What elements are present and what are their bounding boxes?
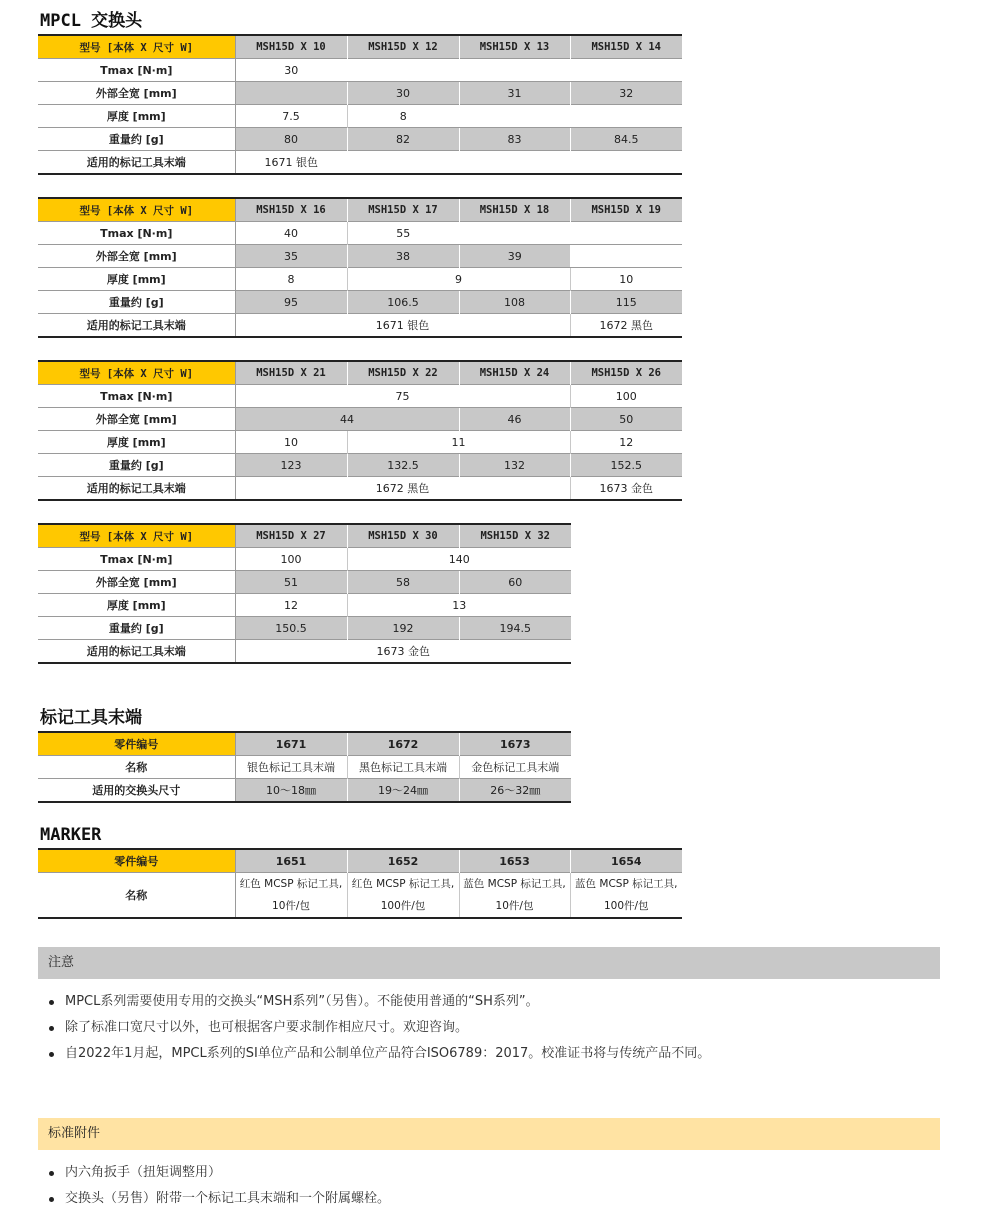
notice-list <box>38 989 958 1067</box>
tmax-cell: 40 <box>235 222 347 245</box>
row-label-width: 外部全宽 [mm] <box>38 571 235 594</box>
thickness-cell: 12 <box>235 594 347 617</box>
table-row <box>38 59 682 82</box>
width-cell: 39 <box>459 245 570 268</box>
weight-cell: 95 <box>235 291 347 314</box>
table-row <box>38 268 682 291</box>
table-row <box>38 222 682 245</box>
row-label-model: 型号 [本体 X 尺寸 W] <box>38 198 235 222</box>
model-cell: MSH15D X 22 <box>347 361 459 385</box>
table-row <box>38 477 682 501</box>
list-item: 交换头（另售）附带一个标记工具末端和一个附属螺栓。 <box>38 1186 958 1212</box>
size-cell: 19～24㎜ <box>347 779 459 803</box>
tip-cell: 1672 黑色 <box>235 477 570 501</box>
thickness-cell: 8 <box>235 268 347 291</box>
list-item: MPCL系列需要使用专用的交换头“MSH系列”（另售）。不能使用普通的“SH系列”。 <box>38 989 958 1015</box>
model-cell: MSH15D X 13 <box>459 35 570 59</box>
table-row <box>38 408 682 431</box>
accessories-list <box>38 1160 958 1212</box>
table-row <box>38 640 571 664</box>
pack-line: 10件/包 <box>495 900 534 912</box>
table-row <box>38 617 571 640</box>
weight-cell: 194.5 <box>459 617 571 640</box>
list-item: 除了标准口宽尺寸以外，也可根据客户要求制作相应尺寸。欢迎咨询。 <box>38 1015 958 1041</box>
name-cell: 黑色标记工具末端 <box>347 756 459 779</box>
name-cell: 金色标记工具末端 <box>459 756 571 779</box>
table-row <box>38 128 682 151</box>
row-label-weight: 重量约 [g] <box>38 128 235 151</box>
name-cell <box>235 873 347 919</box>
thickness-cell: 11 <box>347 431 570 454</box>
thickness-cell: 10 <box>235 431 347 454</box>
tmax-cell: 140 <box>347 548 571 571</box>
row-label-tmax: Tmax [N·m] <box>38 385 235 408</box>
tip-cell: 1671 银色 <box>235 314 570 338</box>
table-row <box>38 314 682 338</box>
model-cell: MSH15D X 27 <box>235 524 347 548</box>
table-row <box>38 245 682 268</box>
accessories-header: 标准附件 <box>38 1118 940 1150</box>
table-row <box>38 151 682 175</box>
name-cell: 银色标记工具末端 <box>235 756 347 779</box>
table-row <box>38 82 682 105</box>
row-label-model: 型号 [本体 X 尺寸 W] <box>38 361 235 385</box>
row-label-size: 适用的交换头尺寸 <box>38 779 235 803</box>
table-row <box>38 571 571 594</box>
width-cell: 35 <box>235 245 347 268</box>
row-label-weight: 重量约 [g] <box>38 617 235 640</box>
model-cell: MSH15D X 19 <box>570 198 682 222</box>
part-no-cell: 1672 <box>347 732 459 756</box>
list-item: 内六角扳手（扭矩调整用） <box>38 1160 958 1186</box>
row-label-tmax: Tmax [N·m] <box>38 59 235 82</box>
width-cell <box>570 245 682 268</box>
name-line: 蓝色 MCSP 标记工具, <box>463 878 566 890</box>
width-cell: 60 <box>459 571 571 594</box>
row-label-name: 名称 <box>38 873 235 919</box>
width-cell: 58 <box>347 571 459 594</box>
spec-table-4 <box>38 523 571 664</box>
tmax-cell: 100 <box>570 385 682 408</box>
row-label-thickness: 厚度 [mm] <box>38 105 235 128</box>
model-cell: MSH15D X 14 <box>570 35 682 59</box>
thickness-cell: 12 <box>570 431 682 454</box>
model-cell: MSH15D X 10 <box>235 35 347 59</box>
table-row <box>38 873 682 919</box>
weight-cell: 150.5 <box>235 617 347 640</box>
part-no-cell: 1671 <box>235 732 347 756</box>
row-label-width: 外部全宽 [mm] <box>38 82 235 105</box>
part-no-cell: 1653 <box>459 849 570 873</box>
row-label-tip: 适用的标记工具末端 <box>38 151 235 175</box>
weight-cell: 115 <box>570 291 682 314</box>
table-row <box>38 454 682 477</box>
size-cell: 10～18㎜ <box>235 779 347 803</box>
tmax-cell: 55 <box>347 222 459 245</box>
width-cell <box>235 82 347 105</box>
pack-line: 100件/包 <box>380 900 426 912</box>
weight-cell: 152.5 <box>570 454 682 477</box>
tip-cell: 1672 黑色 <box>570 314 682 338</box>
table-row <box>38 431 682 454</box>
table-row <box>38 198 682 222</box>
weight-cell: 80 <box>235 128 347 151</box>
table-row <box>38 105 682 128</box>
name-line: 红色 MCSP 标记工具, <box>351 878 455 890</box>
thickness-cell: 9 <box>347 268 570 291</box>
name-cell <box>570 873 682 919</box>
tmax-cell: 30 <box>235 59 347 82</box>
weight-cell: 192 <box>347 617 459 640</box>
table-row <box>38 548 571 571</box>
width-cell: 30 <box>347 82 459 105</box>
table-row <box>38 35 682 59</box>
row-label-part-no: 零件编号 <box>38 849 235 873</box>
marker-tip-table <box>38 731 571 803</box>
row-label-tip: 适用的标记工具末端 <box>38 477 235 501</box>
tmax-cell: 75 <box>235 385 570 408</box>
table-row <box>38 291 682 314</box>
tip-cell: 1673 金色 <box>235 640 571 664</box>
spec-table-2 <box>38 197 682 338</box>
thickness-cell: 8 <box>347 105 459 128</box>
list-item: 自2022年1月起，MPCL系列的SI单位产品和公制单位产品符合ISO6789：2017。校准证书将与传统产品不同。 <box>38 1041 958 1067</box>
part-no-cell: 1673 <box>459 732 571 756</box>
row-label-tip: 适用的标记工具末端 <box>38 314 235 338</box>
name-line: 蓝色 MCSP 标记工具, <box>575 878 678 890</box>
row-label-name: 名称 <box>38 756 235 779</box>
model-cell: MSH15D X 12 <box>347 35 459 59</box>
weight-cell: 123 <box>235 454 347 477</box>
pack-line: 100件/包 <box>603 900 649 912</box>
tmax-cell: 100 <box>235 548 347 571</box>
section-title-marker-tips: 标记工具末端 <box>40 708 142 728</box>
width-cell: 50 <box>570 408 682 431</box>
table-row <box>38 361 682 385</box>
thickness-cell: 13 <box>347 594 571 617</box>
spec-table-1 <box>38 34 682 175</box>
model-cell: MSH15D X 30 <box>347 524 459 548</box>
width-cell: 31 <box>459 82 570 105</box>
model-cell: MSH15D X 24 <box>459 361 570 385</box>
weight-cell: 106.5 <box>347 291 459 314</box>
row-label-tmax: Tmax [N·m] <box>38 222 235 245</box>
pack-line: 10件/包 <box>272 900 310 912</box>
table-row <box>38 732 571 756</box>
weight-cell: 83 <box>459 128 570 151</box>
model-cell: MSH15D X 17 <box>347 198 459 222</box>
row-label-thickness: 厚度 [mm] <box>38 431 235 454</box>
section-title-marker: MARKER <box>40 825 102 845</box>
width-cell: 46 <box>459 408 570 431</box>
row-label-tip: 适用的标记工具末端 <box>38 640 235 664</box>
part-no-cell: 1654 <box>570 849 682 873</box>
row-label-model: 型号 [本体 X 尺寸 W] <box>38 35 235 59</box>
tip-cell: 1671 银色 <box>235 151 347 175</box>
size-cell: 26～32㎜ <box>459 779 571 803</box>
model-cell: MSH15D X 32 <box>459 524 571 548</box>
marker-table <box>38 848 682 919</box>
weight-cell: 82 <box>347 128 459 151</box>
width-cell: 32 <box>570 82 682 105</box>
row-label-width: 外部全宽 [mm] <box>38 408 235 431</box>
notice-header: 注意 <box>38 947 940 979</box>
row-label-thickness: 厚度 [mm] <box>38 268 235 291</box>
row-label-width: 外部全宽 [mm] <box>38 245 235 268</box>
weight-cell: 84.5 <box>570 128 682 151</box>
weight-cell: 132.5 <box>347 454 459 477</box>
row-label-weight: 重量约 [g] <box>38 454 235 477</box>
model-cell: MSH15D X 21 <box>235 361 347 385</box>
width-cell: 51 <box>235 571 347 594</box>
tip-cell: 1673 金色 <box>570 477 682 501</box>
part-no-cell: 1652 <box>347 849 459 873</box>
row-label-thickness: 厚度 [mm] <box>38 594 235 617</box>
table-row <box>38 524 571 548</box>
weight-cell: 108 <box>459 291 570 314</box>
name-line: 红色 MCSP 标记工具, <box>239 878 343 890</box>
width-cell: 44 <box>235 408 459 431</box>
table-row <box>38 594 571 617</box>
row-label-model: 型号 [本体 X 尺寸 W] <box>38 524 235 548</box>
model-cell: MSH15D X 16 <box>235 198 347 222</box>
section-title-exchange-heads: MPCL 交换头 <box>40 11 143 31</box>
model-cell: MSH15D X 26 <box>570 361 682 385</box>
thickness-cell: 7.5 <box>235 105 347 128</box>
weight-cell: 132 <box>459 454 570 477</box>
row-label-part-no: 零件编号 <box>38 732 235 756</box>
row-label-tmax: Tmax [N·m] <box>38 548 235 571</box>
table-row <box>38 385 682 408</box>
spec-table-3 <box>38 360 682 501</box>
name-cell <box>347 873 459 919</box>
row-label-weight: 重量约 [g] <box>38 291 235 314</box>
width-cell: 38 <box>347 245 459 268</box>
table-row <box>38 849 682 873</box>
part-no-cell: 1651 <box>235 849 347 873</box>
table-row <box>38 779 571 803</box>
name-cell <box>459 873 570 919</box>
thickness-cell: 10 <box>570 268 682 291</box>
table-row <box>38 756 571 779</box>
model-cell: MSH15D X 18 <box>459 198 570 222</box>
